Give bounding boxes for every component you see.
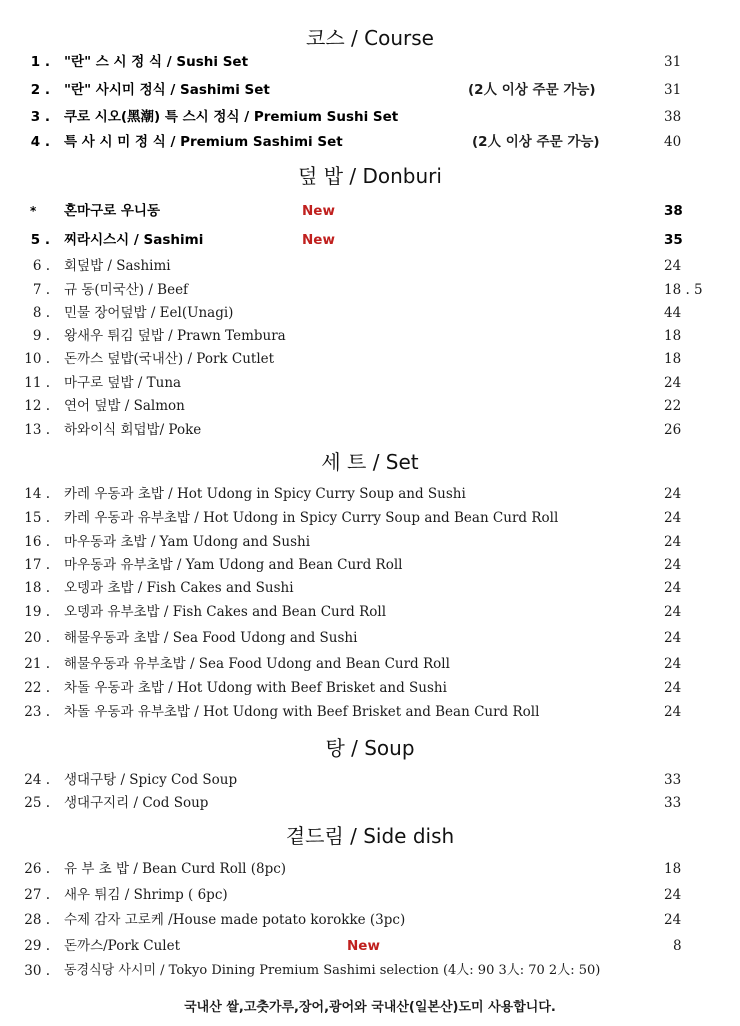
item-name: 동경식당 사시미 / Tokyo Dining Premium Sashimi selection (4人: 90 3人: 70 2人: 50) bbox=[64, 963, 601, 978]
item-price: 18 bbox=[664, 351, 682, 367]
menu-item bbox=[0, 279, 740, 301]
menu-item bbox=[0, 935, 740, 957]
item-number: 17 . bbox=[24, 557, 50, 573]
item-price: 24 bbox=[664, 486, 682, 502]
menu-item bbox=[0, 627, 740, 649]
menu-item bbox=[0, 79, 740, 101]
item-price: 24 bbox=[664, 258, 682, 274]
item-number: 10 . bbox=[24, 351, 50, 367]
new-badge: New bbox=[302, 203, 335, 219]
item-price: 33 bbox=[664, 795, 682, 811]
item-number: 4 . bbox=[30, 134, 50, 150]
item-price: 24 bbox=[664, 510, 682, 526]
menu-item bbox=[0, 960, 740, 982]
item-name: 차돌 우동과 초밥 / Hot Udong with Beef Brisket and Sushi bbox=[64, 680, 447, 696]
item-price: 24 bbox=[664, 887, 682, 903]
item-name: 혼마구로 우니동 bbox=[64, 203, 160, 219]
item-name: 회덮밥 / Sashimi bbox=[64, 258, 171, 274]
item-name: 돈까스/Pork Culet bbox=[64, 938, 181, 954]
item-name: "란" 사시미 정식 / Sashimi Set bbox=[64, 82, 270, 98]
item-name: 왕새우 튀김 덮밥 / Prawn Tembura bbox=[64, 328, 286, 344]
item-number: 3 . bbox=[30, 109, 50, 125]
item-price: 24 bbox=[664, 630, 682, 646]
new-badge: New bbox=[302, 232, 335, 248]
item-price: 18 . 5 bbox=[664, 282, 703, 298]
item-price: 18 bbox=[664, 328, 682, 344]
item-price: 44 bbox=[664, 305, 682, 321]
section-title-course: 코스 / Course bbox=[306, 26, 434, 50]
menu-item bbox=[0, 255, 740, 277]
item-number: 2 . bbox=[30, 82, 50, 98]
item-name: 하와이식 회덥밥/ Poke bbox=[64, 422, 202, 438]
new-badge: New bbox=[347, 938, 380, 954]
item-price: 38 bbox=[664, 203, 683, 219]
item-number: 25 . bbox=[24, 795, 50, 811]
section-title-side-dish: 곁드림 / Side dish bbox=[285, 824, 455, 848]
menu-item bbox=[0, 653, 740, 675]
item-number: 9 . bbox=[32, 328, 50, 344]
item-note: (2人 이상 주문 가능) bbox=[468, 82, 596, 98]
item-number: 20 . bbox=[24, 630, 50, 646]
item-name: 마우동과 유부초밥 / Yam Udong and Bean Curd Roll bbox=[64, 557, 403, 573]
menu-item bbox=[0, 677, 740, 699]
section-title-donburi: 덮 밥 / Donburi bbox=[298, 164, 442, 188]
item-number: 7 . bbox=[32, 282, 50, 298]
item-price: 24 bbox=[664, 604, 682, 620]
item-name: 생대구탕 / Spicy Cod Soup bbox=[64, 772, 238, 788]
menu-item bbox=[0, 909, 740, 931]
item-name: 오뎅과 유부초밥 / Fish Cakes and Bean Curd Roll bbox=[64, 604, 387, 620]
item-price: 24 bbox=[664, 656, 682, 672]
menu-item bbox=[0, 531, 740, 553]
item-price: 24 bbox=[664, 375, 682, 391]
menu-item bbox=[0, 769, 740, 791]
item-name: 생대구지리 / Cod Soup bbox=[64, 795, 209, 811]
item-price: 8 bbox=[673, 938, 682, 954]
star-icon: * bbox=[30, 204, 37, 218]
item-number: 18 . bbox=[24, 580, 50, 596]
item-number: 26 . bbox=[24, 861, 50, 877]
item-name: 오뎅과 초밥 / Fish Cakes and Sushi bbox=[64, 580, 294, 596]
menu-item bbox=[0, 325, 740, 347]
item-name: 규 동(미국산) / Beef bbox=[64, 282, 189, 298]
menu-item bbox=[0, 229, 740, 251]
section-title-set: 세 트 / Set bbox=[321, 450, 419, 474]
item-number: 5 . bbox=[30, 232, 50, 248]
item-number: 29 . bbox=[24, 938, 50, 954]
item-name: 연어 덮밥 / Salmon bbox=[64, 398, 185, 414]
menu-item bbox=[0, 483, 740, 505]
menu-item bbox=[0, 395, 740, 417]
menu-item bbox=[0, 372, 740, 394]
section-title-soup: 탕 / Soup bbox=[325, 736, 415, 760]
item-name: 민물 장어덮밥 / Eel(Unagi) bbox=[64, 305, 234, 321]
item-name: 쿠로 시오(黑潮) 특 스시 정식 / Premium Sushi Set bbox=[64, 109, 399, 125]
item-price: 35 bbox=[664, 232, 683, 248]
item-number: 15 . bbox=[24, 510, 50, 526]
item-name: 특 사 시 미 정 식 / Premium Sashimi Set bbox=[64, 134, 343, 150]
item-price: 22 bbox=[664, 398, 682, 414]
menu-item bbox=[0, 577, 740, 599]
item-price: 31 bbox=[664, 82, 682, 98]
menu-item bbox=[0, 200, 740, 222]
item-name: 마구로 덮밥 / Tuna bbox=[64, 375, 182, 391]
menu-item bbox=[0, 348, 740, 370]
item-price: 38 bbox=[664, 109, 682, 125]
item-number: 6 . bbox=[32, 258, 50, 274]
item-name: 카레 우동과 유부초밥 / Hot Udong in Spicy Curry Soup and Bean Curd Roll bbox=[64, 510, 559, 526]
item-note: (2人 이상 주문 가능) bbox=[472, 134, 600, 150]
item-name: 해물우동과 유부초밥 / Sea Food Udong and Bean Curd Roll bbox=[64, 656, 450, 672]
item-number: 23 . bbox=[24, 704, 50, 720]
item-number: 21 . bbox=[24, 656, 50, 672]
item-price: 24 bbox=[664, 557, 682, 573]
item-number: 1 . bbox=[30, 54, 50, 70]
menu-item bbox=[0, 131, 740, 153]
item-number: 8 . bbox=[32, 305, 50, 321]
item-price: 24 bbox=[664, 680, 682, 696]
menu-item bbox=[0, 106, 740, 128]
item-number: 28 . bbox=[24, 912, 50, 928]
item-price: 33 bbox=[664, 772, 682, 788]
footer-note: 국내산 쌀,고춧가루,장어,광어와 국내산(일본산)도미 사용합니다. bbox=[184, 1000, 556, 1015]
item-name: 수제 감자 고로케 /House made potato korokke (3pc) bbox=[64, 912, 406, 928]
item-number: 11 . bbox=[24, 375, 50, 391]
item-name: 차돌 우동과 유부초밥 / Hot Udong with Beef Brisket and Bean Curd Roll bbox=[64, 704, 540, 720]
item-number: 13 . bbox=[24, 422, 50, 438]
menu-item bbox=[0, 601, 740, 623]
menu-item bbox=[0, 51, 740, 73]
menu-item bbox=[0, 884, 740, 906]
item-name: 카레 우동과 초밥 / Hot Udong in Spicy Curry Soup and Sushi bbox=[64, 486, 466, 502]
item-number: 12 . bbox=[24, 398, 50, 414]
item-price: 24 bbox=[664, 580, 682, 596]
item-number: 14 . bbox=[24, 486, 50, 502]
item-number: 30 . bbox=[24, 963, 50, 979]
item-number: 24 . bbox=[24, 772, 50, 788]
item-name: 해물우동과 초밥 / Sea Food Udong and Sushi bbox=[64, 630, 358, 646]
item-number: 19 . bbox=[24, 604, 50, 620]
item-number: 22 . bbox=[24, 680, 50, 696]
item-price: 31 bbox=[664, 54, 682, 70]
item-price: 18 bbox=[664, 861, 682, 877]
item-name: 새우 튀김 / Shrimp ( 6pc) bbox=[64, 887, 228, 903]
item-number: 27 . bbox=[24, 887, 50, 903]
item-number: 16 . bbox=[24, 534, 50, 550]
item-price: 24 bbox=[664, 912, 682, 928]
menu-item bbox=[0, 792, 740, 814]
item-price: 24 bbox=[664, 704, 682, 720]
item-name: 찌라시스시 / Sashimi bbox=[64, 232, 204, 248]
item-name: 돈까스 덮밥(국내산) / Pork Cutlet bbox=[64, 351, 275, 367]
item-name: 유 부 초 밥 / Bean Curd Roll (8pc) bbox=[64, 861, 287, 877]
menu-item bbox=[0, 507, 740, 529]
menu-item bbox=[0, 554, 740, 576]
item-name: 마우동과 초밥 / Yam Udong and Sushi bbox=[64, 534, 311, 550]
menu-item bbox=[0, 419, 740, 441]
menu-item bbox=[0, 858, 740, 880]
menu-item bbox=[0, 701, 740, 723]
item-name: "란" 스 시 정 식 / Sushi Set bbox=[64, 54, 249, 70]
item-price: 24 bbox=[664, 534, 682, 550]
item-price: 26 bbox=[664, 422, 682, 438]
item-price: 40 bbox=[664, 134, 682, 150]
menu-item bbox=[0, 302, 740, 324]
